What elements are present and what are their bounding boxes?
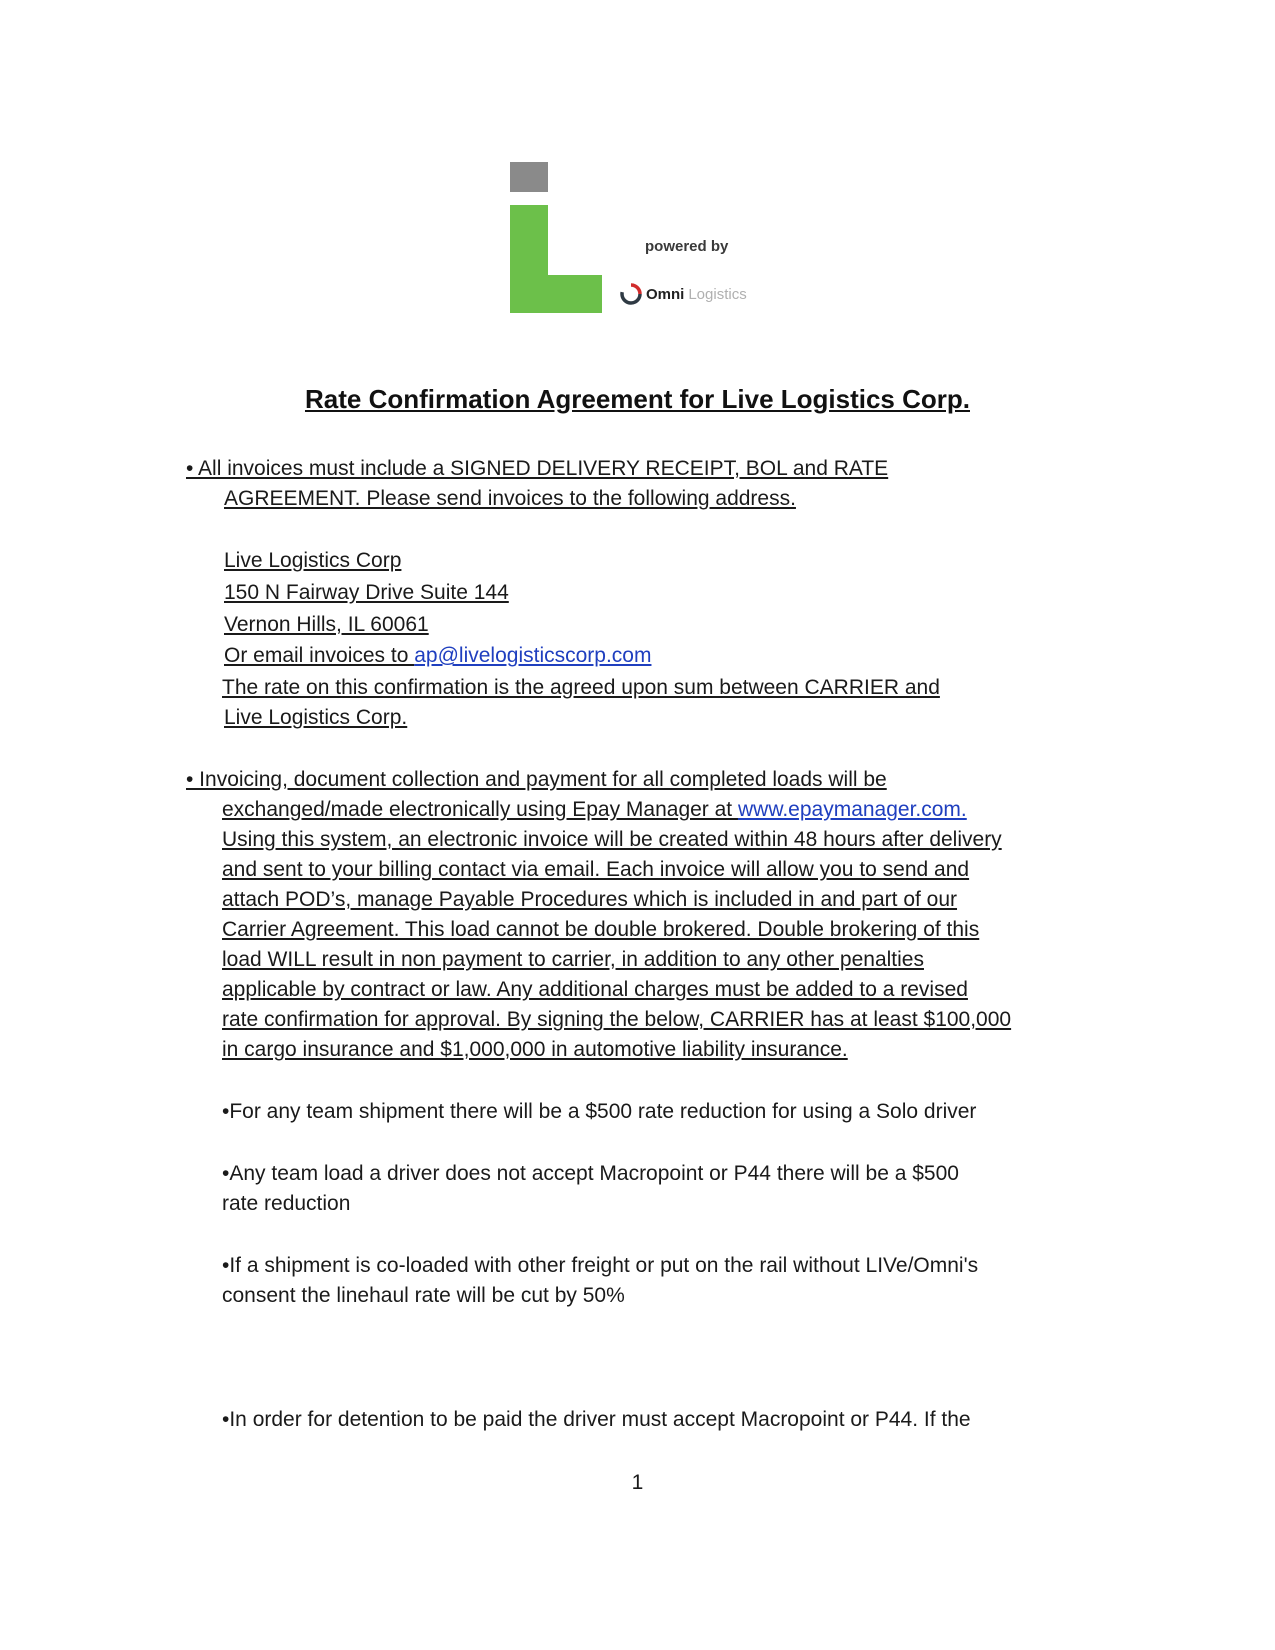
omni-logo-icon [620, 283, 642, 305]
bullet-detention: •In order for detention to be paid the driver must accept Macropoint or P44. If the [222, 1408, 971, 1431]
address-line-2: 150 N Fairway Drive Suite 144 [224, 581, 509, 604]
section2-line-8: applicable by contract or law. Any additional charges must be added to a revised [222, 978, 968, 1001]
bullet-coload-line-2: consent the linehaul rate will be cut by 50% [222, 1284, 625, 1307]
page-title: Rate Confirmation Agreement for Live Logistics Corp. [304, 384, 970, 414]
section2-line-10: in cargo insurance and $1,000,000 in automotive liability insurance. [222, 1038, 848, 1061]
section2-line-3: Using this system, an electronic invoice will be created within 48 hours after delivery [222, 828, 1002, 851]
section2-line-5: attach POD’s, manage Payable Procedures which is included in and part of our [222, 888, 958, 911]
email-link[interactable]: ap@livelogisticscorp.com [414, 644, 652, 667]
omni-logo [620, 283, 747, 305]
section2-line-1: • Invoicing, document collection and payment for all completed loads will be [186, 768, 887, 791]
rate-line-1: The rate on this confirmation is the agreed upon sum between CARRIER and [222, 676, 940, 699]
bullet-solo-driver: •For any team shipment there will be a $500 rate reduction for using a Solo driver [222, 1100, 977, 1123]
epay-prefix: exchanged/made electronically using Epay Manager at [222, 798, 738, 821]
omni-logo-bold: Omni [646, 285, 685, 303]
bullet-coload-line-1: •If a shipment is co-loaded with other freight or put on the rail without LIVe/Omni's [222, 1254, 979, 1277]
epay-link[interactable]: www.epaymanager.com. [737, 798, 967, 821]
email-prefix: Or email invoices to [224, 644, 415, 667]
logo-l-mark-base [510, 275, 602, 313]
section2-line-2 [222, 795, 967, 825]
logo-gray-square [510, 162, 548, 192]
section1-line-2: AGREEMENT. Please send invoices to the following address. [224, 487, 796, 510]
rate-line-2: Live Logistics Corp. [224, 706, 408, 729]
address-line-1: Live Logistics Corp [224, 549, 402, 572]
address-line-3: Vernon Hills, IL 60061 [224, 613, 429, 636]
section2-line-9: rate confirmation for approval. By signing the below, CARRIER has at least $100,000 [222, 1008, 1012, 1031]
section1-line-1: • All invoices must include a SIGNED DELIVERY RECEIPT, BOL and RATE [186, 457, 889, 480]
omni-logo-light: Logistics [688, 285, 747, 303]
page-number: 1 [631, 1471, 644, 1494]
section2-line-6: Carrier Agreement. This load cannot be double brokered. Double brokering of this [222, 918, 980, 941]
section2-line-4: and sent to your billing contact via email. Each invoice will allow you to send and [222, 858, 970, 881]
bullet-macropoint-line-2: rate reduction [222, 1192, 351, 1215]
section2-line-7: load WILL result in non payment to carrier, in addition to any other penalties [222, 948, 924, 971]
powered-by-text: powered by [645, 238, 729, 255]
bullet-macropoint-line-1: •Any team load a driver does not accept Macropoint or P44 there will be a $500 [222, 1162, 959, 1185]
email-line [224, 641, 651, 671]
